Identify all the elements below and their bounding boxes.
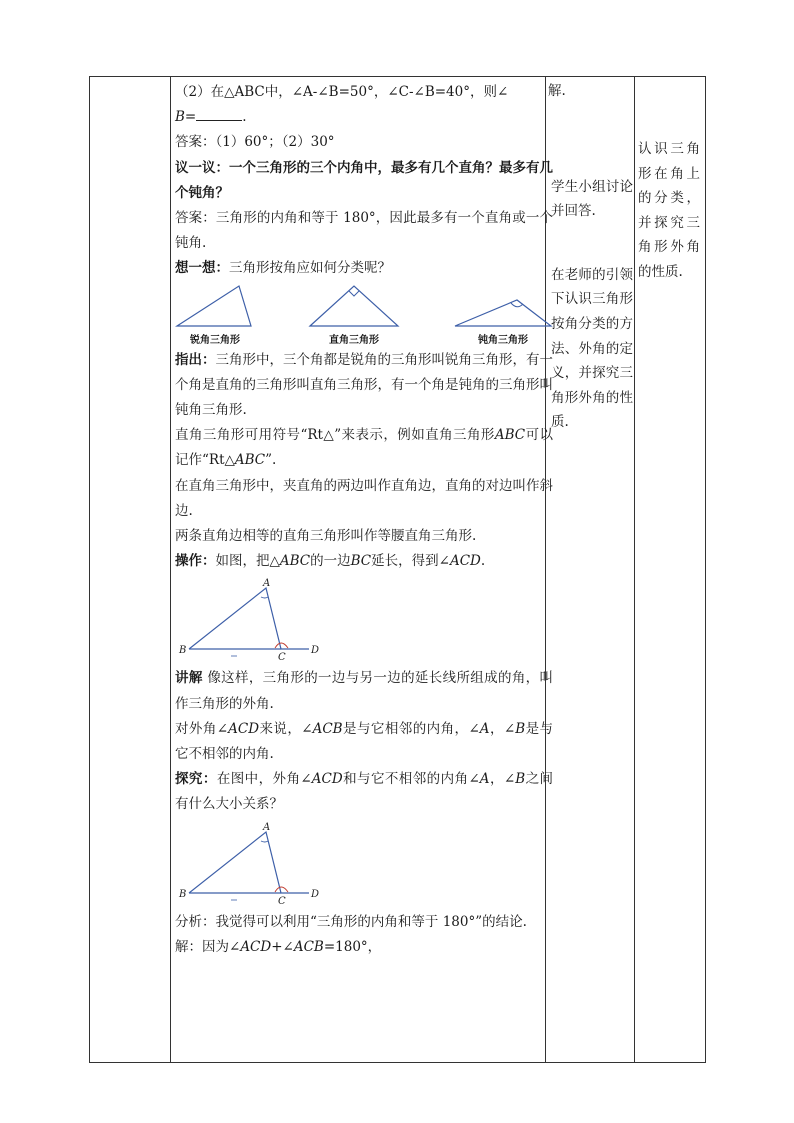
- obtuse-triangle: [453, 298, 553, 346]
- design-intent-column: [638, 137, 700, 285]
- answer-2: 答案：三角形的内角和等于 180°，因此最多有一个直角或一个钝角.: [175, 210, 553, 252]
- exterior-angle-figure-1: [175, 578, 553, 662]
- student-activity-p3: 在老师的引领下认识三角形按角分类的方法、外角的定义，并探究三角形外角的性质.: [551, 266, 633, 431]
- point-d-label: D: [311, 645, 320, 657]
- isosceles-paragraph: 两条直角边相等的直角三角形叫作等腰直角三角形.: [175, 528, 477, 545]
- operation-paragraph: 操作：如图，把△ABC的一边BC延长，得到∠ACD.: [175, 553, 486, 570]
- student-activity-column: [548, 77, 633, 435]
- design-intent-p1: 认识三角形在角上的分类，并探究三角形外角的性质.: [638, 141, 700, 280]
- vertex-b-label: B: [179, 645, 187, 657]
- table-frame: [89, 76, 706, 1063]
- vertex-a-label: A: [263, 821, 271, 833]
- obtuse-triangle-label: 钝角三角形: [478, 334, 528, 346]
- column-divider: [170, 77, 171, 1062]
- question-2-line2: B= .: [175, 109, 247, 126]
- vertex-c-label: C: [278, 652, 286, 663]
- column-divider: [634, 77, 635, 1062]
- question-2-line1: （2）在△ABC中，∠A-∠B=50°，∠C-∠B=40°，则∠: [175, 84, 509, 100]
- answer-blank: [196, 108, 242, 121]
- explain-paragraph: 讲解 像这样，三角形的一边与另一边的延长线所组成的角，叫作三角形的外角.: [175, 670, 553, 712]
- triangle-classification-figure: [175, 284, 553, 346]
- rt-notation-paragraph: 直角三角形可用符号“Rt△”来表示，例如直角三角形ABC可以记作“Rt△ABC”.: [175, 427, 554, 469]
- exterior-angle-figure-2: [175, 822, 553, 906]
- right-triangle-label: 直角三角形: [329, 334, 379, 346]
- vertex-b-label: B: [179, 888, 187, 900]
- point-paragraph: 指出：三角形中，三个角都是锐角的三角形叫锐角三角形，有一个角是直角的三角形叫直角三角形，有一个角是钝角的三角形叫钝角三角形.: [175, 351, 553, 419]
- analysis-paragraph: 分析：我觉得可以利用“三角形的内角和等于 180°”的结论.: [175, 913, 527, 930]
- student-activity-p2: 学生小组讨论并回答.: [551, 178, 633, 220]
- legs-paragraph: 在直角三角形中，夹直角的两边叫作直角边，直角的对边叫作斜边.: [175, 477, 553, 519]
- answer-1: 答案：（1）60°；（2）30°: [175, 134, 335, 151]
- vertex-c-label: C: [278, 895, 286, 906]
- solution-paragraph: 解：因为∠ACD+∠ACB=180°，: [175, 938, 382, 955]
- adjacent-angle-paragraph: 对外角∠ACD来说，∠ACB是与它相邻的内角，∠A，∠B是与它不相邻的内角.: [175, 720, 554, 763]
- vertex-a-label: A: [263, 578, 271, 590]
- think-paragraph: 想一想：三角形按角应如何分类呢？: [175, 260, 391, 277]
- explore-paragraph: 探究：在图中，外角∠ACD和与它不相邻的内角∠A，∠B之间有什么大小关系？: [175, 771, 554, 813]
- content-column: [172, 77, 556, 1065]
- discuss-paragraph: 议一议：一个三角形的三个内角中，最多有几个直角？最多有几个钝角？: [175, 159, 553, 201]
- acute-triangle: [175, 284, 255, 346]
- student-activity-p1: 解.: [548, 83, 566, 99]
- point-d-label: D: [311, 888, 320, 900]
- right-triangle: [308, 284, 400, 346]
- acute-triangle-label: 锐角三角形: [190, 334, 240, 346]
